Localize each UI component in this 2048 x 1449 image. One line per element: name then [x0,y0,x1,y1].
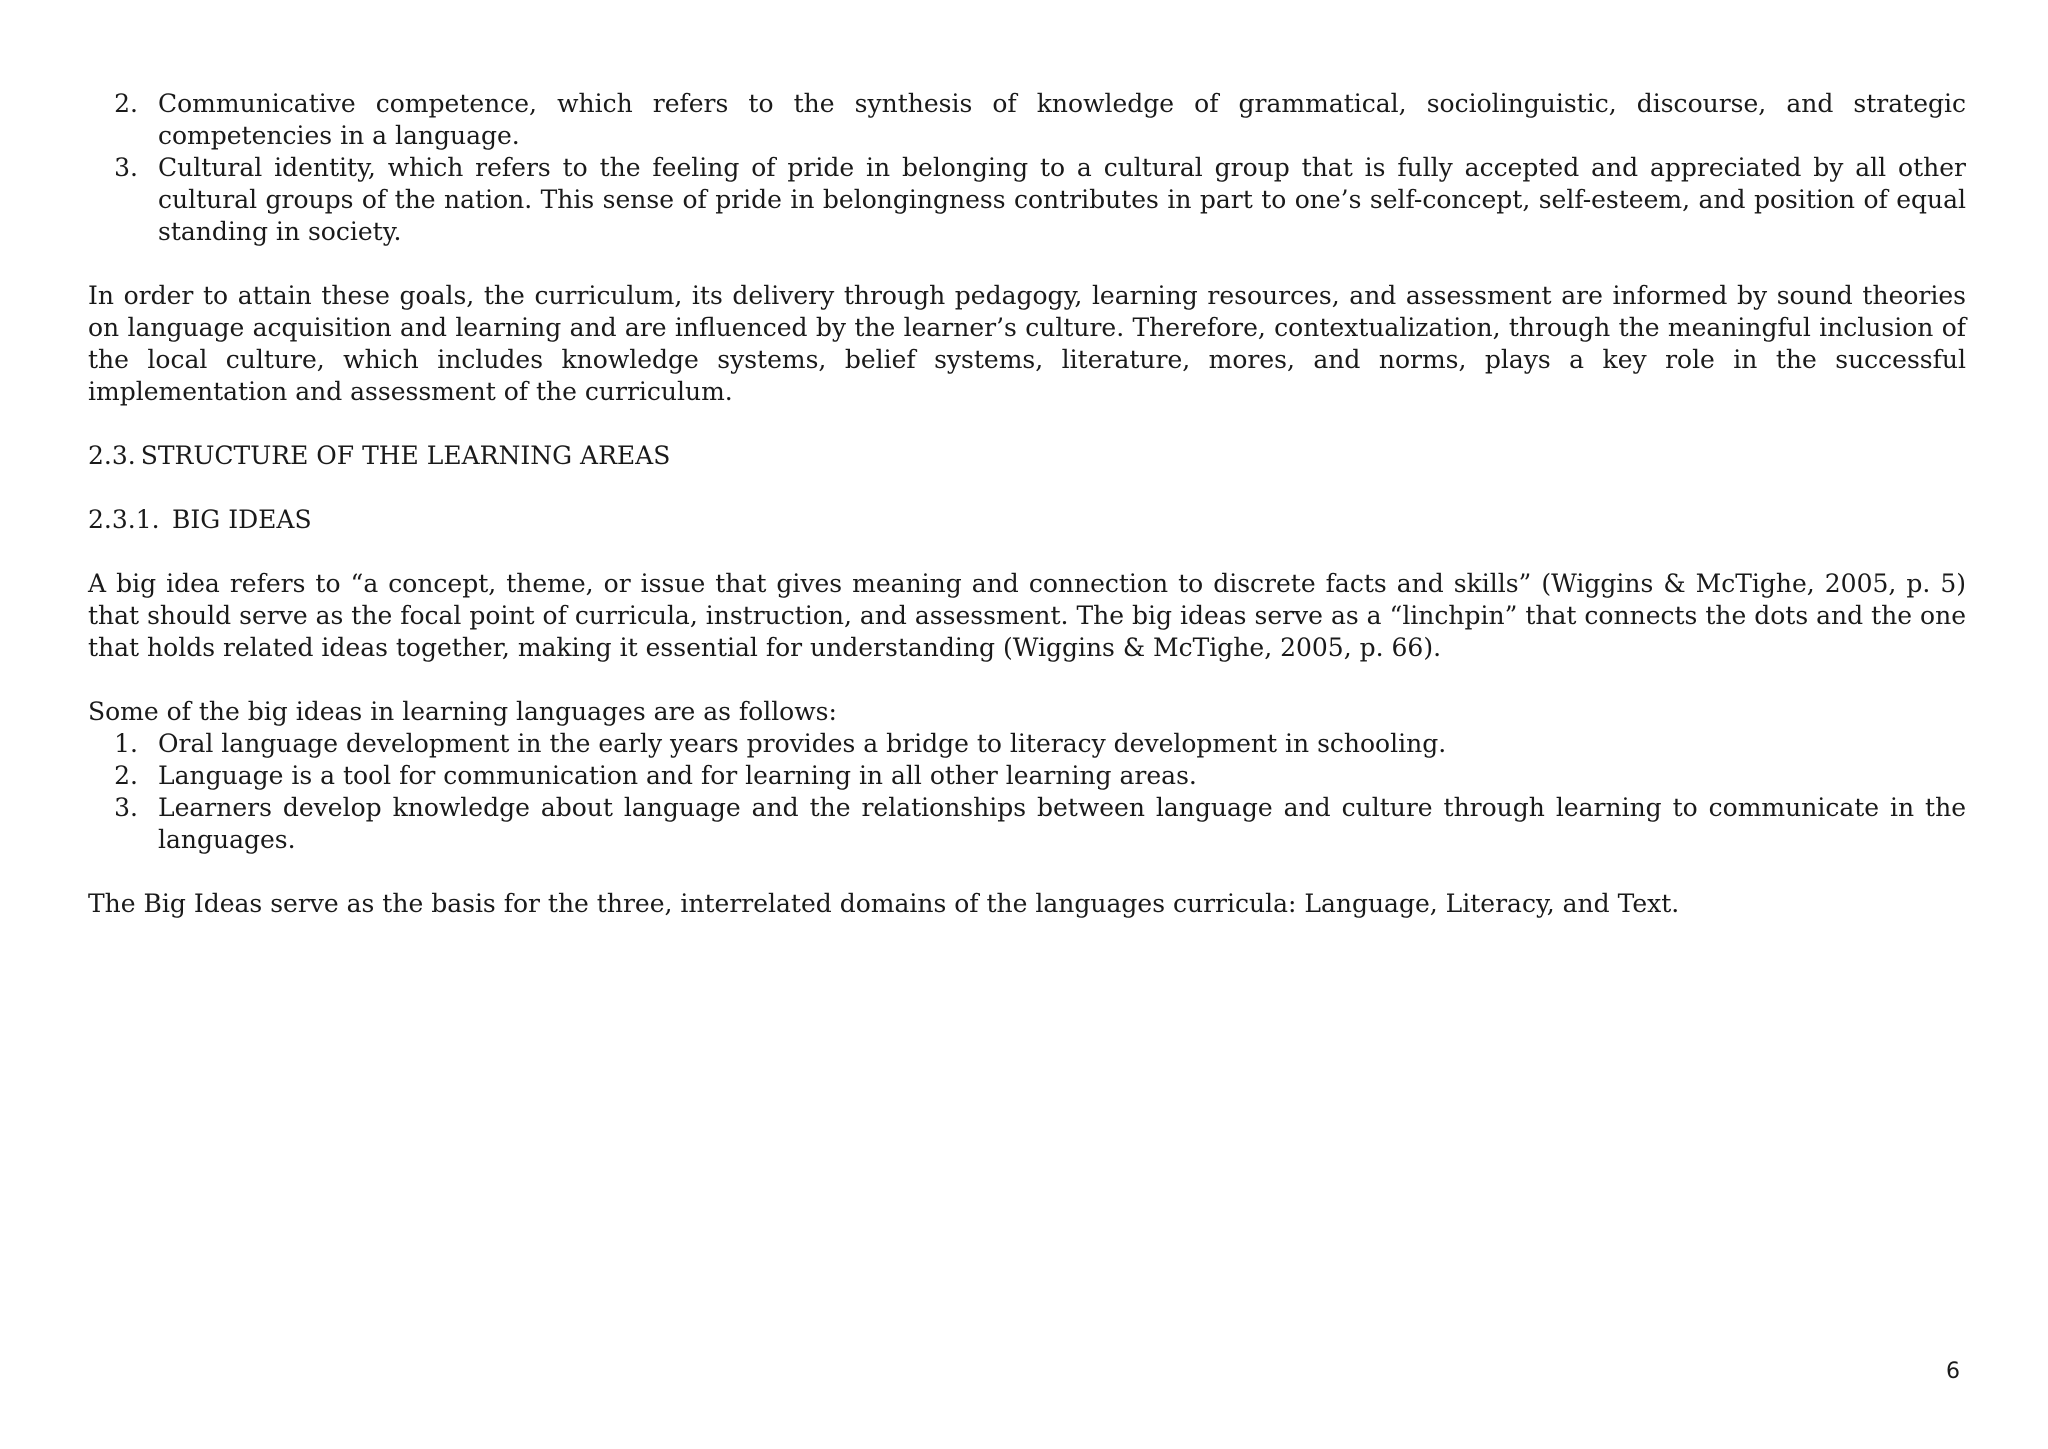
list-item-text: Cultural identity, which refers to the feeling of pride in belonging to a cultural group that is fully accepted and appreciated by all other cultural groups of the nation. This sense of pride in belongingness contributes in part to one’s self-concept, self-esteem, and position of equal standing in society. [158,153,1966,246]
list-item [88,152,1966,248]
goals-paragraph: In order to attain these goals, the curriculum, its delivery through pedagogy, learning resources, and assessment are informed by sound theories on language acquisition and learning and are influenced by the learner’s culture. Therefore, contextualization, through the meaningful inclusion of the local culture, which includes knowledge systems, belief systems, literature, mores, and norms, plays a key role in the successful implementation and assessment of the curriculum. [88,281,1966,406]
spacer [88,856,1966,888]
list-item-number: 1. [114,729,138,758]
big-ideas-list [88,728,1966,856]
list-item-text: Language is a tool for communication and for learning in all other learning areas. [158,761,1197,790]
subsection-heading: 2.3.1. BIG IDEAS [88,505,312,534]
document-page [88,88,1966,920]
list-item-text: Oral language development in the early years provides a bridge to literacy development in schooling. [158,729,1447,758]
closing-paragraph: The Big Ideas serve as the basis for the three, interrelated domains of the languages curricula: Language, Literacy, and Text. [88,889,1680,918]
big-idea-paragraph: A big idea refers to “a concept, theme, or issue that gives meaning and connection to discrete facts and skills” (Wiggins & McTighe, 2005, p. 5) that should serve as the focal point of curricula, instruction, and assessment. The big ideas serve as a “linchpin” that connects the dots and the one that holds related ideas together, making it essential for understanding (Wiggins & McTighe, 2005, p. 66). [88,569,1966,662]
goals-list [88,88,1966,248]
spacer [88,536,1966,568]
list-item-number: 2. [114,89,138,118]
spacer [88,408,1966,440]
spacer [88,664,1966,696]
list-item [88,728,1966,760]
spacer [88,472,1966,504]
list-item [88,88,1966,152]
big-ideas-intro: Some of the big ideas in learning languages are as follows: [88,697,837,726]
list-item-text: Communicative competence, which refers to the synthesis of knowledge of grammatical, sociolinguistic, discourse, and strategic competencies in a language. [158,89,1966,150]
section-heading: 2.3. STRUCTURE OF THE LEARNING AREAS [88,441,671,470]
list-item-number: 2. [114,761,138,790]
list-item-number: 3. [114,793,138,822]
list-item [88,760,1966,792]
list-item-text: Learners develop knowledge about language and the relationships between language and culture through learning to communicate in the languages. [158,793,1966,854]
list-item-number: 3. [114,153,138,182]
spacer [88,248,1966,280]
list-item [88,792,1966,856]
page-number: 6 [1946,1359,1960,1384]
